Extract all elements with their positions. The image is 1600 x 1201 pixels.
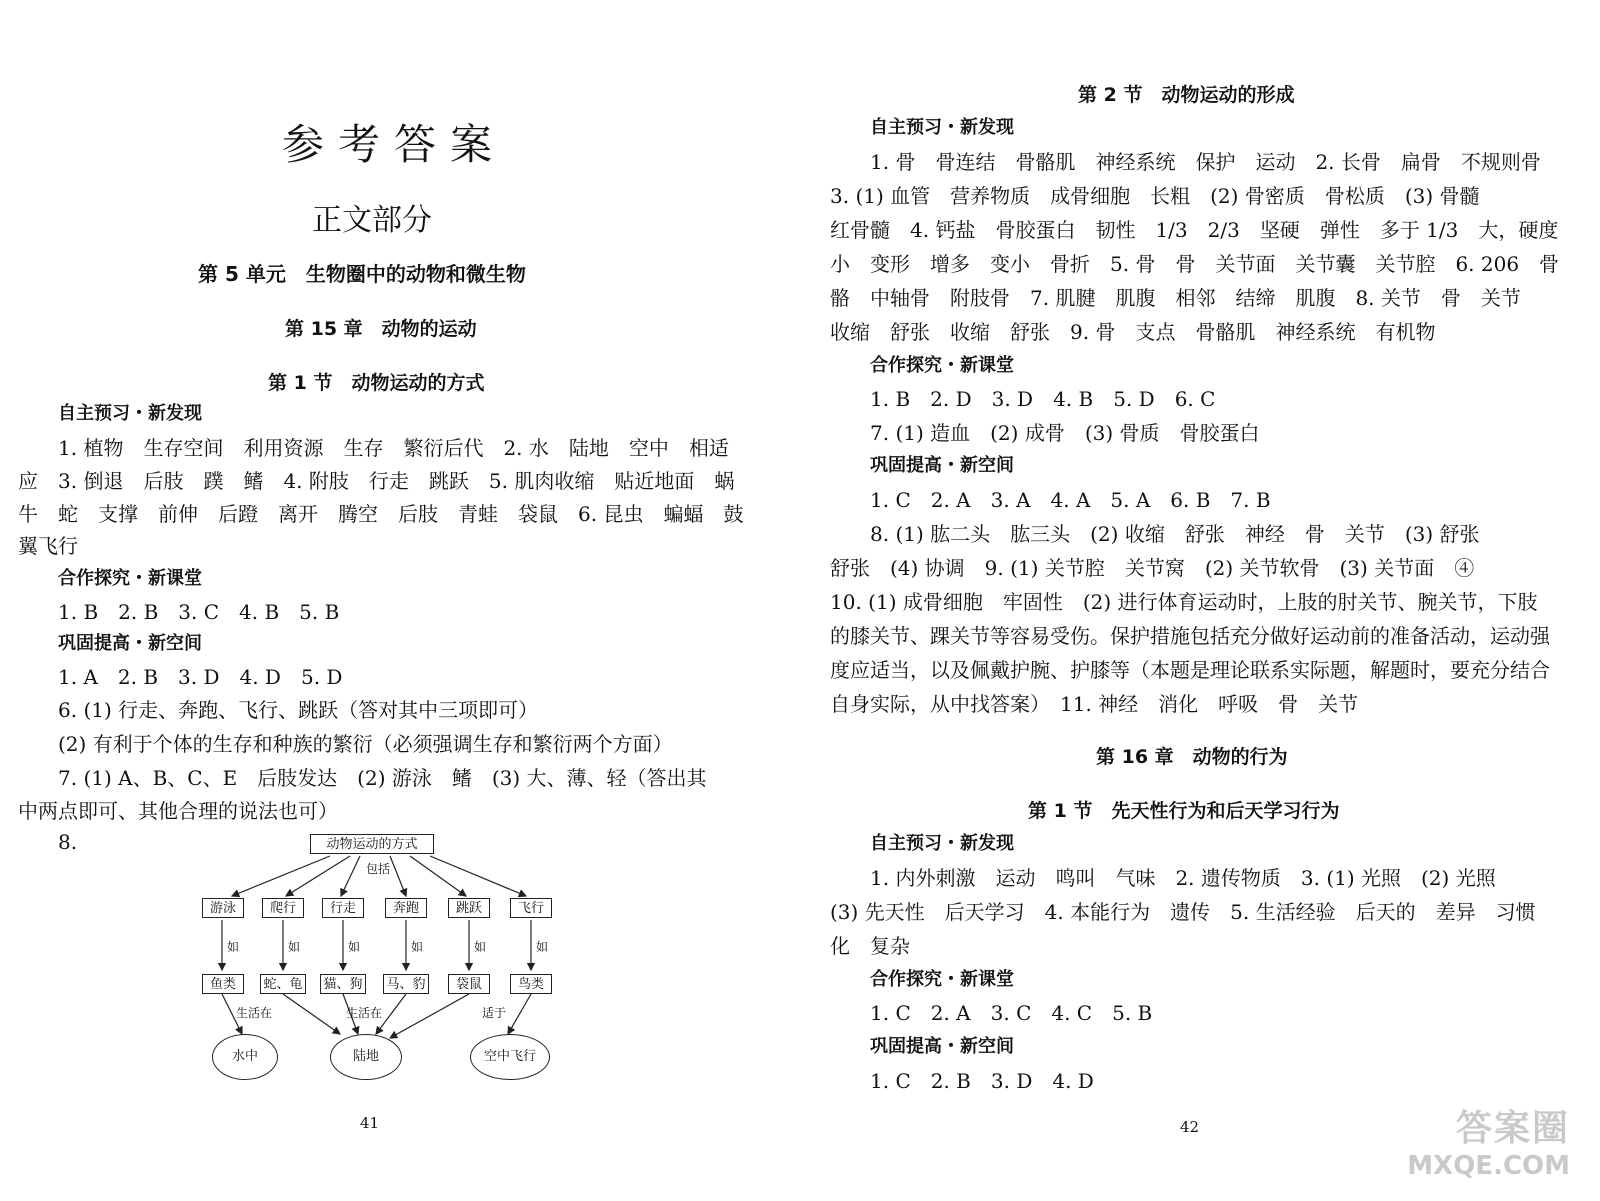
answer-line: 应 3. 倒退 后肢 蹼 鳍 4. 附肢 行走 跳跃 5. 肌肉收缩 贴近地面 蜗 — [18, 469, 735, 493]
chapter-title: 第 15 章 动物的运动 — [285, 318, 477, 340]
mode-fly: 飞行 — [510, 898, 552, 918]
answer-line: 度应适当，以及佩戴护腕、护膝等（本题是理论联系实际题，解题时，要充分结合 — [830, 658, 1550, 682]
mode-crawl: 爬行 — [262, 898, 304, 918]
watermark-text: 答案圈 — [1455, 1108, 1570, 1149]
label-include: 包括 — [366, 862, 391, 876]
part-title: 正文部分 — [312, 203, 432, 238]
subheading-consolidate: 巩固提高・新空间 — [58, 633, 202, 654]
mode-run: 奔跑 — [385, 898, 427, 918]
label-example: 如 — [288, 940, 301, 954]
label-example: 如 — [348, 940, 361, 954]
answer-title: 参考答案 — [282, 120, 507, 169]
subheading-preview: 自主预习・新发现 — [58, 403, 202, 424]
unit-title: 第 5 单元 生物圈中的动物和微生物 — [198, 262, 526, 286]
answer-line: (2) 有利于个体的生存和种族的繁衍（必须强调生存和繁衍两个方面） — [58, 732, 673, 756]
subheading-explore: 合作探究・新课堂 — [58, 568, 202, 589]
subheading-consolidate: 巩固提高・新空间 — [870, 455, 1014, 476]
answer-line: 3. (1) 血管 营养物质 成骨细胞 长粗 (2) 骨密质 骨松质 (3) 骨髓 — [830, 184, 1480, 208]
answer-line: 6. (1) 行走、奔跑、飞行、跳跃（答对其中三项即可） — [58, 698, 539, 722]
answer-line: 1. C 2. A 3. C 4. C 5. B — [870, 1001, 1153, 1025]
label-example: 如 — [411, 940, 424, 954]
habitat-air: 空中飞行 — [470, 1034, 550, 1080]
answer-line: 1. C 2. A 3. A 4. A 5. A 6. B 7. B — [870, 488, 1271, 512]
chapter-title: 第 16 章 动物的行为 — [1096, 746, 1288, 768]
label-live-in: 生活在 — [346, 1006, 383, 1020]
example-fish: 鱼类 — [202, 974, 244, 994]
habitat-land: 陆地 — [330, 1034, 402, 1080]
left-page — [0, 0, 780, 1201]
answer-line: 的膝关节、踝关节等容易受伤。保护措施包括充分做好运动前的准备活动，运动强 — [830, 624, 1550, 648]
answer-line: 小 变形 增多 变小 骨折 5. 骨 骨 关节面 关节囊 关节腔 6. 206 骨 — [830, 252, 1560, 276]
answer-line: 1. 骨 骨连结 骨骼肌 神经系统 保护 运动 2. 长骨 扁骨 不规则骨 — [870, 150, 1541, 174]
answer-line: (3) 先天性 后天学习 4. 本能行为 遗传 5. 生活经验 后天的 差异 习惯 — [830, 900, 1536, 924]
answer-line: 1. A 2. B 3. D 4. D 5. D — [58, 665, 343, 689]
example-snake: 蛇、龟 — [260, 974, 306, 994]
mode-walk: 行走 — [322, 898, 364, 918]
subheading-explore: 合作探究・新课堂 — [870, 355, 1014, 376]
watermark-logo — [1407, 1100, 1570, 1181]
subheading-preview: 自主预习・新发现 — [870, 833, 1014, 854]
label-example: 如 — [536, 940, 549, 954]
subheading-preview: 自主预习・新发现 — [870, 117, 1014, 138]
section-title: 第 1 节 动物运动的方式 — [268, 372, 485, 394]
answer-line: 骼 中轴骨 附肢骨 7. 肌腱 肌腹 相邻 结缔 肌腹 8. 关节 骨 关节 — [830, 286, 1521, 310]
answer-line: 1. 内外刺激 运动 鸣叫 气味 2. 遗传物质 3. (1) 光照 (2) 光照 — [870, 866, 1496, 890]
answer-line: 舒张 (4) 协调 9. (1) 关节腔 关节窝 (2) 关节软骨 (3) 关节面 ④ — [830, 556, 1475, 580]
right-page — [820, 0, 1600, 1201]
label-suited-to: 适于 — [482, 1006, 507, 1020]
example-cat-dog: 猫、狗 — [320, 974, 366, 994]
section-title: 第 1 节 先天性行为和后天学习行为 — [1028, 800, 1340, 822]
example-horse: 马、豹 — [383, 974, 429, 994]
habitat-water: 水中 — [212, 1034, 278, 1080]
subheading-consolidate: 巩固提高・新空间 — [870, 1036, 1014, 1057]
answer-line: 1. 植物 生存空间 利用资源 生存 繁衍后代 2. 水 陆地 空中 相适 — [58, 436, 729, 460]
answer-line: 化 复杂 — [830, 934, 910, 958]
answer-line: 翼飞行 — [18, 534, 78, 558]
label-example: 如 — [474, 940, 487, 954]
answer-line: 1. C 2. B 3. D 4. D — [870, 1069, 1094, 1093]
page-number: 41 — [360, 1114, 380, 1132]
answer-line: 8. (1) 肱二头 肱三头 (2) 收缩 舒张 神经 骨 关节 (3) 舒张 — [870, 522, 1480, 546]
answer-line: 7. (1) 造血 (2) 成骨 (3) 骨质 骨胶蛋白 — [870, 421, 1260, 445]
mode-swim: 游泳 — [202, 898, 244, 918]
answer-line: 1. B 2. B 3. C 4. B 5. B — [58, 600, 340, 624]
subheading-explore: 合作探究・新课堂 — [870, 969, 1014, 990]
answer-line: 自身实际，从中找答案） 11. 神经 消化 呼吸 骨 关节 — [830, 692, 1359, 716]
question-number: 8. — [58, 830, 78, 854]
section-title: 第 2 节 动物运动的形成 — [1078, 84, 1295, 106]
answer-line: 中两点即可、其他合理的说法也可） — [18, 799, 338, 823]
page-number: 42 — [1180, 1118, 1200, 1136]
answer-line: 7. (1) A、B、C、E 后肢发达 (2) 游泳 鳍 (3) 大、薄、轻（答出其 — [58, 766, 707, 790]
answer-line: 牛 蛇 支撑 前伸 后蹬 离开 腾空 后肢 青蛙 袋鼠 6. 昆虫 蝙蝠 鼓 — [18, 502, 744, 526]
diagram-root: 动物运动的方式 — [310, 834, 434, 854]
mode-jump: 跳跃 — [448, 898, 490, 918]
answer-line: 收缩 舒张 收缩 舒张 9. 骨 支点 骨骼肌 神经系统 有机物 — [830, 320, 1436, 344]
concept-diagram — [190, 828, 570, 1098]
answer-line: 红骨髓 4. 钙盐 骨胶蛋白 韧性 1/3 2/3 坚硬 弹性 多于 1/3 大，硬度 — [830, 218, 1559, 242]
answer-line: 1. B 2. D 3. D 4. B 5. D 6. C — [870, 387, 1216, 411]
watermark-url: MXQE.COM — [1407, 1151, 1570, 1181]
example-birds: 鸟类 — [510, 974, 552, 994]
answer-line: 10. (1) 成骨细胞 牢固性 (2) 进行体育运动时，上肢的肘关节、腕关节，下肢 — [830, 590, 1538, 614]
example-kangaroo: 袋鼠 — [448, 974, 490, 994]
label-example: 如 — [227, 940, 240, 954]
label-live-in: 生活在 — [236, 1006, 273, 1020]
